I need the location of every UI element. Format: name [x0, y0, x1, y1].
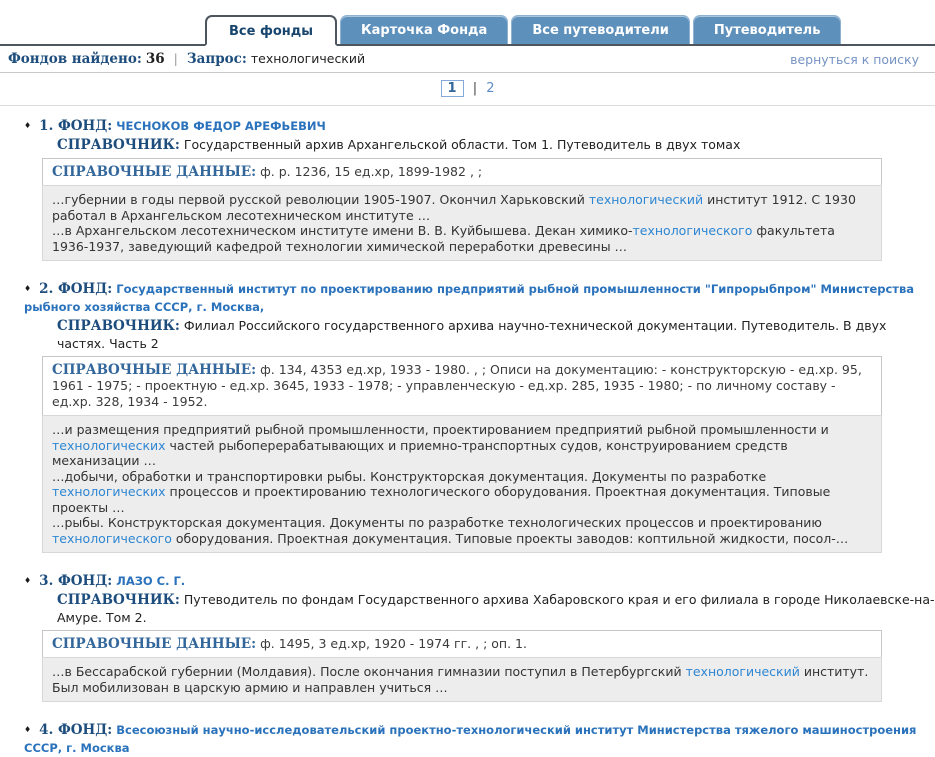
results-list — [0, 106, 935, 757]
query-value: технологический — [250, 51, 366, 66]
snippet-paragraph: …губернии в годы первой русской революции 1905-1907. Окончил Харьковский технологический институт 1912. С 1930 работал в Архангельском лесотехническом институте … — [52, 192, 856, 223]
page-2-link[interactable]: 2 — [486, 81, 495, 96]
snippet-paragraph: …и размещения предприятий рыбной промышленности, проектированием предприятий рыбной промышленности и технологических частей рыбоперерабатывающих и приемно-транспортных судов, конструированием средств механизации … — [52, 422, 829, 468]
fund-name-link[interactable]: ЧЕСНОКОВ ФЕДОР АРЕФЬЕВИЧ — [116, 119, 326, 133]
guide-text: Государственный архив Архангельской области. Том 1. Путеводитель в двух томах — [183, 137, 741, 152]
page-1-current[interactable]: 1 — [441, 80, 464, 97]
diamond-bullet-icon: ♦ — [24, 576, 32, 585]
snippet-box — [42, 657, 882, 702]
highlighted-search-term: технологических — [52, 437, 166, 453]
fund-label: 4. ФОНД: — [39, 722, 113, 738]
found-count: 36 — [145, 51, 165, 67]
back-to-search-link[interactable]: вернуться к поиску — [790, 51, 919, 67]
query-label: Запрос: — [186, 51, 247, 67]
guide-text: Филиал Российского государственного архива научно-технической документации. Путеводитель. В двух частях. Часть 2 — [57, 318, 887, 351]
separator: | — [173, 51, 178, 66]
result-summary-bar — [0, 46, 935, 73]
snippet-paragraph: …в Бессарабской губернии (Молдавия). После окончания гимназии поступил в Петербургский технологический институт. Был мобилизован в царскую армию и направлен учиться … — [52, 664, 869, 695]
highlighted-search-term: технологический — [685, 664, 800, 679]
tab-fund-card[interactable]: Карточка Фонда — [340, 15, 508, 44]
guide-text: Путеводитель по фондам Государственного архива Хабаровского края и его филиала в городе Николаевске-на-Амуре. Том 2. — [57, 592, 935, 625]
reference-data-box — [42, 356, 882, 416]
result-item-1 — [24, 117, 935, 261]
guide-label: СПРАВОЧНИК: — [57, 592, 180, 608]
page-separator: | — [472, 81, 478, 96]
snippet-paragraph: …рыбы. Конструкторская документация. Документы по разработке технологических процессов и проектированию технологического оборудования. Проектная документация. Типовые проекты заводов: коптильной жидкости, посол-… — [52, 515, 849, 546]
tab-bar — [0, 0, 935, 46]
reference-data-box — [42, 158, 882, 186]
pagination — [0, 73, 935, 106]
reference-data-label: СПРАВОЧНЫЕ ДАННЫЕ: — [52, 636, 257, 652]
snippet-paragraph: …в Архангельском лесотехническом институте имени В. В. Куйбышева. Декан химико-технологического факультета 1936-1937, заведующий кафедрой технологии химической переработки древесины … — [52, 223, 835, 254]
tab-all-guides[interactable]: Все путеводители — [511, 15, 690, 44]
reference-data-text: ф. 1495, 3 ед.хр, 1920 - 1974 гг. , ; оп. 1. — [260, 636, 527, 651]
diamond-bullet-icon: ♦ — [24, 284, 32, 293]
highlighted-search-term: технологического — [632, 223, 753, 238]
fund-name-link[interactable]: ЛАЗО С. Г. — [116, 574, 186, 588]
diamond-bullet-icon: ♦ — [24, 121, 32, 130]
tab-guide[interactable]: Путеводитель — [693, 15, 842, 44]
fund-name-link[interactable]: Всесоюзный научно-исследовательский проектно-технологический институт Министерства тяжелого машиностроения СССР, г. Москва — [24, 723, 917, 755]
fund-label: 2. ФОНД: — [39, 281, 113, 297]
result-item-2 — [24, 280, 935, 553]
reference-data-text: ф. 134, 4353 ед.хр, 1933 - 1980. , ; Описи на документацию: - конструкторскую - ед.хр. 95, 1961 - 1975; - проектную - ед.хр. 3645, 1933 - 1978; - управленческую - ед.хр. 285, 1935 - 1980; - по личному составу - ед.хр. 328, 1934 - 1952. — [52, 362, 862, 409]
fund-label: 3. ФОНД: — [39, 573, 113, 589]
reference-data-text: ф. р. 1236, 15 ед.хр, 1899-1982 , ; — [260, 164, 483, 179]
fund-line — [24, 721, 935, 757]
snippet-box — [42, 415, 882, 553]
fund-label: 1. ФОНД: — [39, 118, 113, 134]
fund-line — [24, 117, 935, 135]
diamond-bullet-icon: ♦ — [24, 725, 32, 734]
snippet-paragraph: …добычи, обработки и транспортировки рыбы. Конструкторская документация. Документы по разработке технологических процессов и проектированию технологического оборудования. Проектная документация. Типовые проекты … — [52, 468, 831, 515]
guide-label: СПРАВОЧНИК: — [57, 318, 180, 334]
guide-line — [57, 591, 935, 626]
reference-data-label: СПРАВОЧНЫЕ ДАННЫЕ: — [52, 362, 257, 378]
highlighted-search-term: технологического — [52, 530, 172, 546]
fund-line — [24, 572, 935, 590]
highlighted-search-term: технологических — [52, 484, 166, 499]
tab-all-funds[interactable]: Все фонды — [205, 15, 337, 46]
fund-name-link[interactable]: Государственный институт по проектированию предприятий рыбной промышленности "Гипрорыбпром" Министерства рыбного хозяйства СССР, г. Москва, — [24, 282, 914, 314]
guide-label: СПРАВОЧНИК: — [57, 137, 180, 153]
highlighted-search-term: технологический — [588, 192, 704, 207]
guide-line — [57, 136, 935, 154]
found-label: Фондов найдено: — [8, 51, 142, 67]
fund-line — [24, 280, 935, 316]
result-summary — [8, 51, 365, 67]
reference-data-box — [42, 630, 882, 658]
result-item-4 — [24, 721, 935, 757]
guide-line — [57, 317, 935, 352]
result-item-3 — [24, 572, 935, 702]
reference-data-label: СПРАВОЧНЫЕ ДАННЫЕ: — [52, 164, 257, 180]
snippet-box — [42, 185, 882, 261]
